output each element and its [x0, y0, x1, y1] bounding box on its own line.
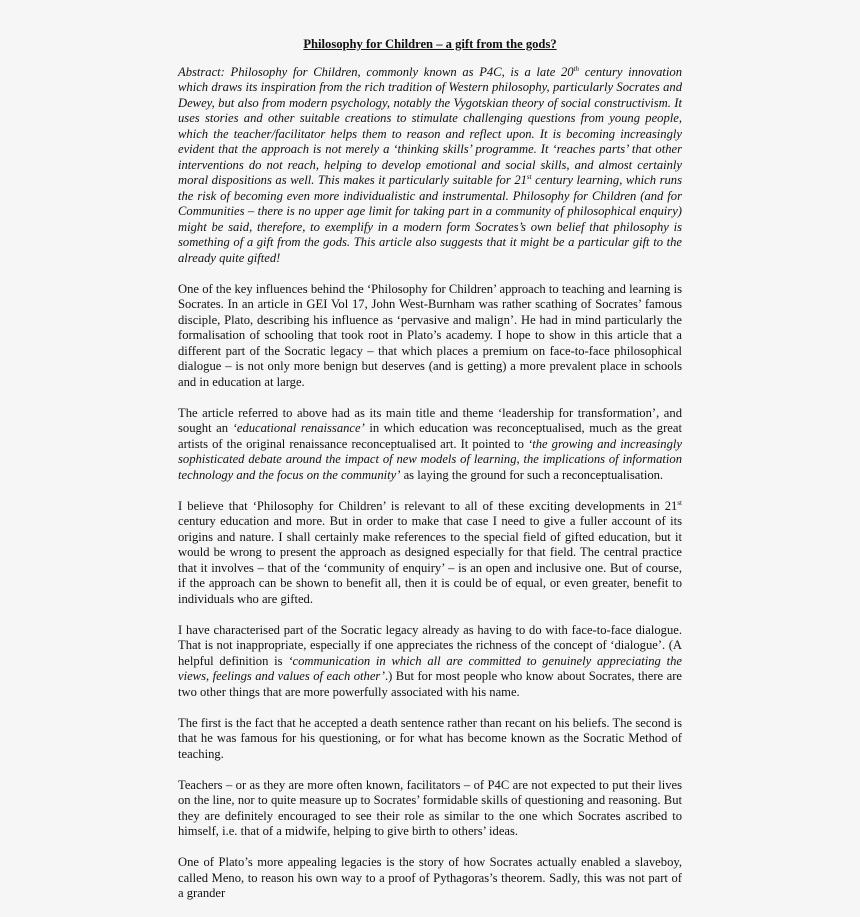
text: The article referred to above had as its main title and theme ‘leadership for transformation’, and sought an — [178, 405, 682, 435]
body-paragraph-6: Teachers – or as they are more often known, facilitators – of P4C are not expected to put their lives on the line, nor to quite measure up to Socrates’ formidable skills of questioning and reasoning. But they are definitely encouraged to see their role as similar to the one which Socrates ascribed to himself, i.e. that of a midwife, helping to give birth to others’ ideas. — [178, 777, 682, 838]
abstract-text-3: century learning, which runs the risk of becoming even more individualistic and instrumental. Philosophy for Children (and for Communities – there is no upper age limit for taking part in a community of philosophical enquiry) might be said, therefore, to exemplify in a modern form Socrates’s own belief that philosophy is something of a gift from the gods. This article also suggests that it might be a particular gift to the already quite gifted! — [178, 173, 682, 265]
body-paragraph-7: One of Plato’s more appealing legacies is the story of how Socrates actually enabled a slaveboy, called Meno, to reason his own way to a proof of Pythagoras’s theorem. Sadly, this was not part of a grander — [178, 855, 682, 900]
body-paragraph-2 — [178, 406, 682, 484]
body-paragraph-5: The first is the fact that he accepted a death sentence rather than recant on his beliefs. The second is that he was famous for his questioning, or for what has become known as the Socratic Method of teaching. — [178, 715, 682, 761]
text: .) But for most people who know about Socrates, there are two other things that are more powerfully associated with his name. — [178, 669, 682, 699]
document-title: Philosophy for Children – a gift from the gods? — [303, 37, 557, 51]
text: in which education was reconceptualised, much as the great artists of the original renaissance reconceptualised art. It pointed to — [178, 421, 682, 451]
text: as laying the ground for such a reconceptualisation. — [400, 467, 664, 482]
superscript: th — [573, 64, 580, 73]
superscript: st — [677, 498, 682, 507]
abstract-paragraph — [178, 65, 682, 267]
text: I believe that ‘Philosophy for Children’ is relevant to all of these exciting developments in 21 — [178, 498, 678, 513]
text: I have characterised part of the Socratic legacy already as having to do with face-to-face dialogue. That is not inappropriate, especially if one appreciates the richness of the concept of ‘dialogue’. (A helpful definition is — [178, 622, 682, 668]
abstract-text-1: Abstract: Philosophy for Children, commonly known as P4C, is a late 20 — [178, 64, 574, 79]
italic-quote: ‘the growing and increasingly sophisticated debate around the impact of new models of learning, the implications of information technology and the focus on the community’ — [178, 436, 682, 482]
body-paragraph-3 — [178, 499, 682, 608]
italic-quote: ‘educational renaissance’ — [232, 421, 365, 435]
abstract-text-2: century innovation which draws its inspiration from the rich tradition of Western philosophy, particularly Socrates and Dewey, but also from modern psychology, notably the Vygotskian theory of social constructivism. It uses stories and other suitable creations to stimulate challenging questions from young people, which the teacher/facilitator helps them to reason and reflect upon. It is becoming increasingly evident that the approach is not merely a ‘thinking skills’ programme. It ‘reaches parts’ that other interventions do not reach, helping to develop emotional and social skills, and almost certainly moral dispositions as well. This makes it particularly suitable for 21 — [178, 64, 682, 187]
italic-quote: ‘communication in which all are committed to genuinely appreciating the views, feelings and values of each other’ — [178, 653, 683, 683]
text: century education and more. But in order to make that case I need to give a fuller account of its origins and nature. I shall certainly make references to the special field of gifted education, but it would be wrong to present the approach as designed especially for that field. The central practice that it involves – that of the ‘community of enquiry’ – is an open and inclusive one. But of course, if the approach can be shown to benefit all, then it is could be of equal, or even greater, benefit to individuals who are gifted. — [178, 514, 682, 606]
body-paragraph-1: One of the key influences behind the ‘Philosophy for Children’ approach to teaching and learning is Socrates. In an article in GEI Vol 17, John West-Burnham was rather scathing of Socrates’ famous disciple, Plato, describing his influence as ‘pervasive and malign’. He had in mind particularly the formalisation of schooling that took root in Plato’s academy. I hope to show in this article that a different part of the Socratic legacy – that which places a premium on face-to-face philosophical dialogue – is not only more benign but deserves (and is getting) a more prevalent place in schools and in education at large. — [178, 281, 682, 389]
document-page — [178, 37, 682, 917]
superscript: st — [526, 173, 532, 181]
body-paragraph-4 — [178, 623, 682, 701]
